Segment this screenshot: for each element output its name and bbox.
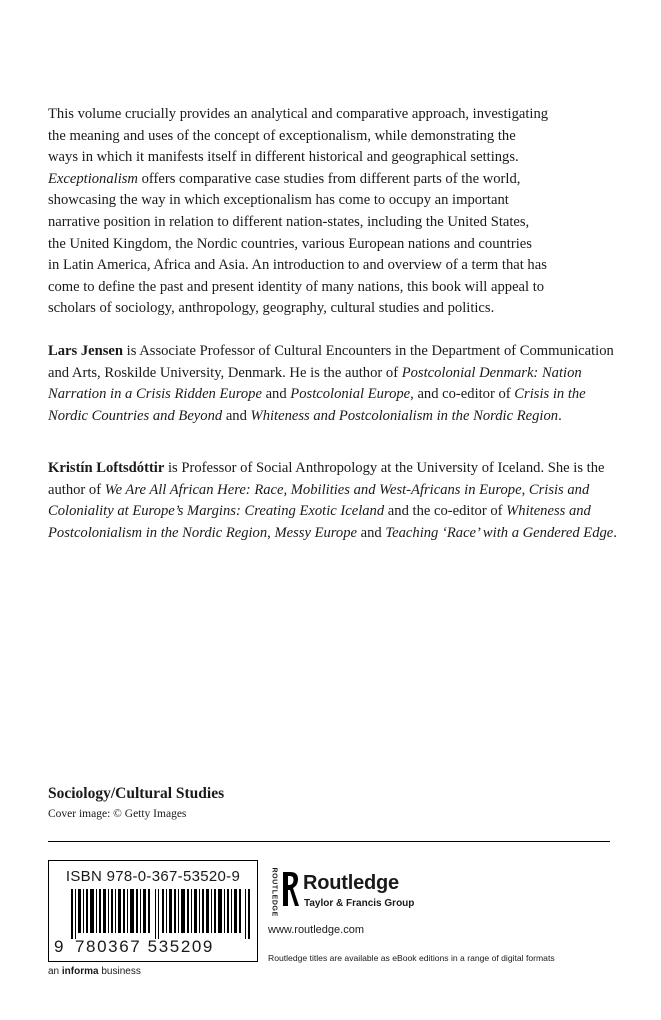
bio-text: , and co-editor of <box>410 386 515 403</box>
book-title: Postcolonial Denmark: Nation Narration in a Crisis Ridden Europe <box>48 364 582 403</box>
book-title: Whiteness and Postcolonialism in the Nordic Region <box>48 503 591 541</box>
bio-text: , <box>521 481 529 498</box>
vertical-mark-text: ROUTLEDGE <box>270 867 278 917</box>
routledge-r-logo-icon <box>281 866 299 912</box>
blurb-line: the meaning and uses of the concept of exceptionalism, while demonstrating the <box>48 127 516 144</box>
isbn-label: ISBN 978-0-367-53520-9 <box>65 868 241 885</box>
blurb-text: offers comparative case studies from different parts of the world, <box>137 170 521 187</box>
blurb-line: come to define the past and present identity of many nations, this book will appeal to <box>48 278 545 295</box>
book-title: Messy Europe <box>274 524 357 541</box>
bio-text: , <box>267 524 275 541</box>
author-name: Kristín Loftsdóttir <box>48 460 165 476</box>
barcode-digit-body: 780367 535209 <box>75 937 214 956</box>
author-bio-jensen <box>48 341 622 427</box>
blurb-line: This volume crucially provides an analytical and comparative approach, investigating <box>48 106 549 122</box>
blurb-line: narrative position in relation to different nation-states, including the United States, <box>48 213 530 230</box>
blurb-line: ways in which it manifests itself in different historical and geographical settings. <box>48 149 519 166</box>
bio-text: . <box>558 407 562 424</box>
informa-tagline <box>48 966 141 977</box>
bio-text: and the co-editor of <box>384 503 507 520</box>
author-name: Lars Jensen <box>48 343 123 359</box>
book-title: Teaching ‘Race’ with a Gendered Edge <box>385 524 614 541</box>
blurb-line <box>48 169 622 191</box>
barcode-digit-prefix: 9 <box>54 937 66 956</box>
blurb-paragraph <box>48 104 622 320</box>
book-title: Crisis in the Nordic Countries and Beyond <box>48 386 586 424</box>
ebook-note: Routledge titles are available as eBook editions in a range of digital formats <box>268 953 555 963</box>
divider-line <box>48 841 610 842</box>
book-title: Crisis and Coloniality at Europe’s Margins: Creating Exotic Iceland <box>48 481 590 520</box>
blurb-line: the United Kingdom, the Nordic countries, various European nations and countries <box>48 235 532 252</box>
bio-text: and <box>357 524 386 541</box>
book-title: Postcolonial Europe <box>290 386 411 403</box>
book-title: Exceptionalism <box>48 170 138 187</box>
informa-brand: informa <box>61 966 99 977</box>
author-bio-loftsdottir <box>48 458 622 544</box>
bio-text: . <box>613 524 617 541</box>
bio-text: is Associate Professor of Cultural Encounters in the Department of Communication and Arts, Roskilde University, Denmark. He is the author of <box>48 343 614 381</box>
informa-suffix: business <box>98 966 141 977</box>
cover-credit: Cover image: © Getty Images <box>48 808 187 820</box>
barcode-bars <box>71 889 251 939</box>
blurb-line: showcasing the way in which exceptionalism has come to occupy an important <box>48 192 509 209</box>
blurb-line: in Latin America, Africa and Asia. An introduction to and overview of a term that has <box>48 257 547 274</box>
isbn-barcode <box>48 860 258 962</box>
blurb-line: scholars of sociology, anthropology, geography, cultural studies and politics. <box>48 300 495 317</box>
publisher-name: Routledge <box>303 872 399 894</box>
book-title: We Are All African Here: Race, Mobilities and West-Africans in Europe <box>104 481 522 498</box>
informa-prefix: an <box>48 966 62 977</box>
routledge-vertical-wordmark <box>268 867 280 918</box>
subject-category: Sociology/Cultural Studies <box>48 785 225 802</box>
bio-text: is Professor of Social Anthropology at the University of Iceland. She is the author of <box>48 460 605 498</box>
publisher-url: www.routledge.com <box>268 924 364 936</box>
book-title: Whiteness and Postcolonialism in the Nordic Region <box>250 407 559 424</box>
bio-text: and <box>222 407 251 424</box>
publisher-group: Taylor & Francis Group <box>304 898 415 909</box>
bio-text: and <box>261 386 291 403</box>
